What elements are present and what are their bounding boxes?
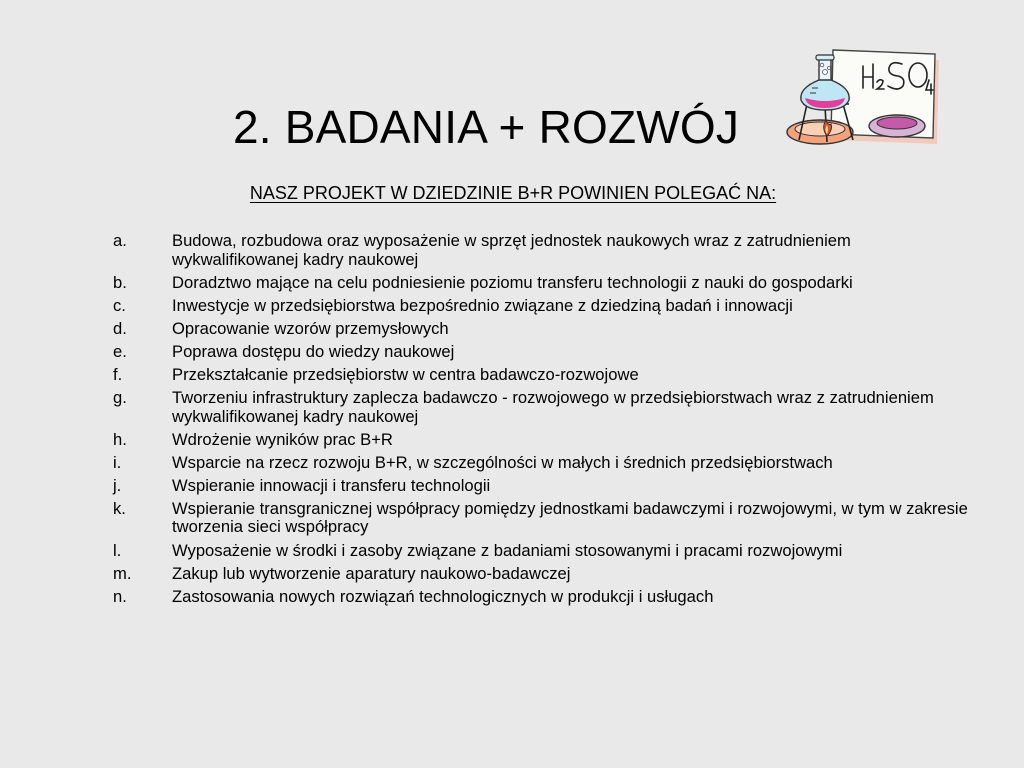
list-item-text: Przekształcanie przedsiębiorstw w centra badawczo-rozwojowe bbox=[172, 364, 639, 384]
list-marker: j. bbox=[113, 475, 122, 495]
list-marker: a. bbox=[113, 231, 127, 250]
list-item-text: Tworzeniu infrastruktury zaplecza badawczo - rozwojowego w przedsiębiorstwach wraz z zatrudnieniem wykwalifikowanej kadry naukowej bbox=[172, 388, 934, 426]
list-item bbox=[113, 477, 973, 496]
list-marker: m. bbox=[113, 563, 132, 583]
list-item-text: Poprawa dostępu do wiedzy naukowej bbox=[172, 341, 455, 361]
list-item-text: Doradztwo mające na celu podniesienie poziomu transferu technologii z nauki do gospodarki bbox=[172, 272, 853, 292]
list-item bbox=[113, 320, 973, 339]
slide-title: 2. BADANIA + ROZWÓJ bbox=[233, 100, 740, 153]
slide-subtitle bbox=[0, 181, 1024, 205]
list-marker: e. bbox=[113, 341, 127, 361]
list-item bbox=[113, 297, 973, 316]
list-marker: l. bbox=[113, 540, 122, 560]
list-marker: b. bbox=[113, 272, 127, 292]
list-item-text: Wyposażenie w środki i zasoby związane z badaniami stosowanymi i pracami rozwojowymi bbox=[172, 540, 843, 560]
list-marker: i. bbox=[113, 452, 122, 472]
list-item-text: Zakup lub wytworzenie aparatury naukowo-badawczej bbox=[172, 563, 571, 583]
list-item-text: Wspieranie transgranicznej współpracy pomiędzy jednostkami badawczymi i rozwojowymi, w tym w zakresie tworzenia sieci współpracy bbox=[172, 498, 968, 537]
list-item bbox=[113, 542, 973, 561]
chemistry-flask-icon bbox=[785, 48, 945, 148]
bullet-list bbox=[113, 232, 973, 611]
list-item bbox=[113, 274, 973, 293]
list-marker: k. bbox=[113, 498, 126, 518]
list-item-text: Wspieranie innowacji i transferu technologii bbox=[172, 475, 491, 495]
list-item bbox=[113, 232, 973, 269]
list-marker: g. bbox=[113, 388, 127, 408]
list-item bbox=[113, 431, 973, 450]
list-marker: h. bbox=[113, 429, 127, 449]
list-item bbox=[113, 454, 973, 473]
list-item bbox=[113, 500, 973, 537]
subtitle-text: NASZ PROJEKT W DZIEDZINIE B+R POWINIEN POLEGAĆ NA: bbox=[249, 183, 777, 203]
list-item bbox=[113, 588, 973, 607]
list-item bbox=[113, 565, 973, 584]
list-item-text: Budowa, rozbudowa oraz wyposażenie w sprzęt jednostek naukowych wraz z zatrudnieniem wykwalifikowanej kadry naukowej bbox=[172, 231, 851, 269]
list-item-text: Inwestycje w przedsiębiorstwa bezpośrednio związane z dziedziną badań i innowacji bbox=[172, 295, 793, 315]
list-marker: c. bbox=[113, 295, 126, 315]
list-marker: n. bbox=[113, 586, 127, 606]
list-item-text: Wdrożenie wyników prac B+R bbox=[172, 429, 393, 449]
list-marker: d. bbox=[113, 318, 127, 338]
list-item bbox=[113, 366, 973, 385]
list-marker: f. bbox=[113, 364, 123, 384]
list-item-text: Wsparcie na rzecz rozwoju B+R, w szczególności w małych i średnich przedsiębiorstwach bbox=[172, 452, 833, 472]
list-item bbox=[113, 389, 973, 426]
list-item-text: Zastosowania nowych rozwiązań technologicznych w produkcji i usługach bbox=[172, 586, 714, 606]
list-item-text: Opracowanie wzorów przemysłowych bbox=[172, 318, 449, 338]
list-item bbox=[113, 343, 973, 362]
